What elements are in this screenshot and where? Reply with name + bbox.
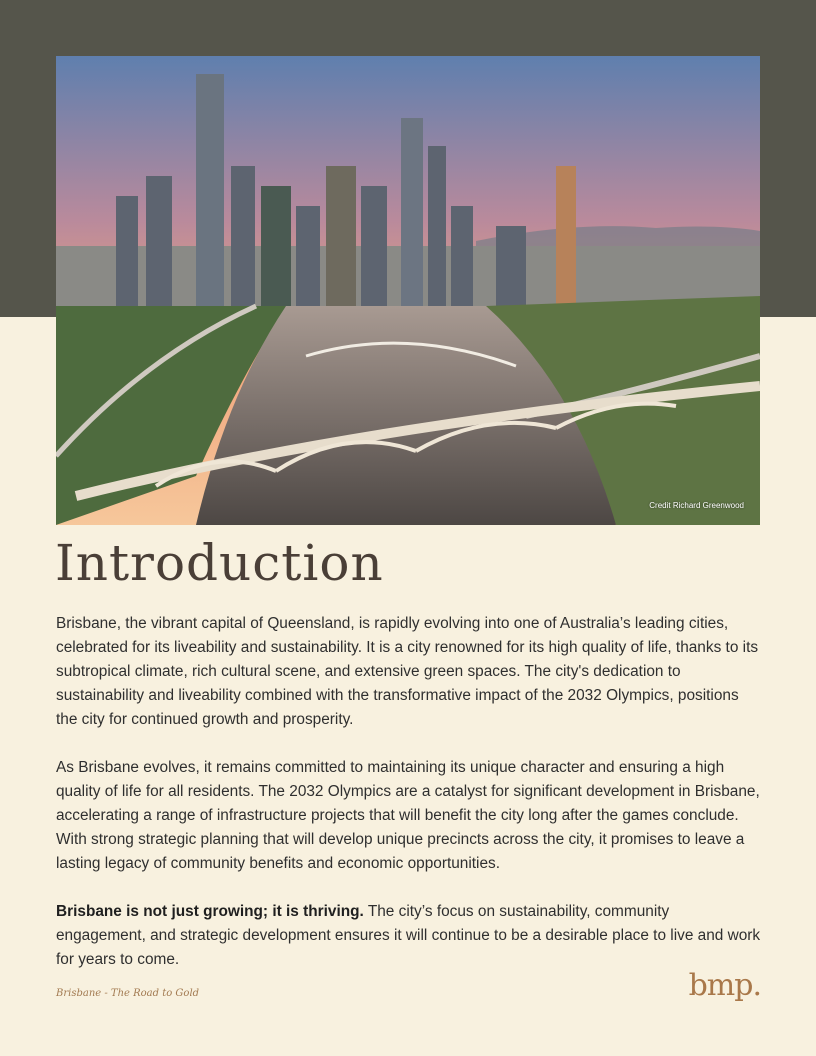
highlight-statement: Brisbane is not just growing; it is thriving. bbox=[56, 903, 364, 920]
footer-document-title: Brisbane - The Road to Gold bbox=[56, 988, 200, 999]
paragraph-2: As Brisbane evolves, it remains committed to maintaining its unique character and ensuring a high quality of life for all residents. The 2032 Olympics are a catalyst for significant development in Brisbane, accelerating a range of infrastructure projects that will benefit the city long after the games conclude. With strong strategic planning that will develop unique precincts across the city, it promises to leave a lasting legacy of community benefits and economic opportunities. bbox=[56, 759, 760, 872]
paragraph-3-text: The city’s focus on sustainability, community engagement, and strategic development ensures it will continue to be a desirable place to live and work for years to come. bbox=[56, 903, 761, 968]
bmp-logo: bmp. bbox=[688, 968, 761, 1003]
paragraph-1: Brisbane, the vibrant capital of Queensland, is rapidly evolving into one of Australia’s leading cities, celebrated for its liveability and sustainability. It is a city renowned for its high quality of life, thanks to its subtropical climate, rich cultural scene, and extensive green spaces. The city's dedication to sustainability and liveability combined with the transformative impact of the 2032 Olympics, positions the city for continued growth and prosperity. bbox=[56, 615, 759, 728]
paragraph-3 bbox=[56, 900, 762, 972]
hero-photo bbox=[56, 56, 760, 525]
article-body bbox=[56, 612, 762, 996]
page-title: Introduction bbox=[55, 534, 384, 592]
city-skyline-illustration bbox=[56, 56, 760, 525]
photo-credit: Credit Richard Greenwood bbox=[649, 501, 744, 510]
